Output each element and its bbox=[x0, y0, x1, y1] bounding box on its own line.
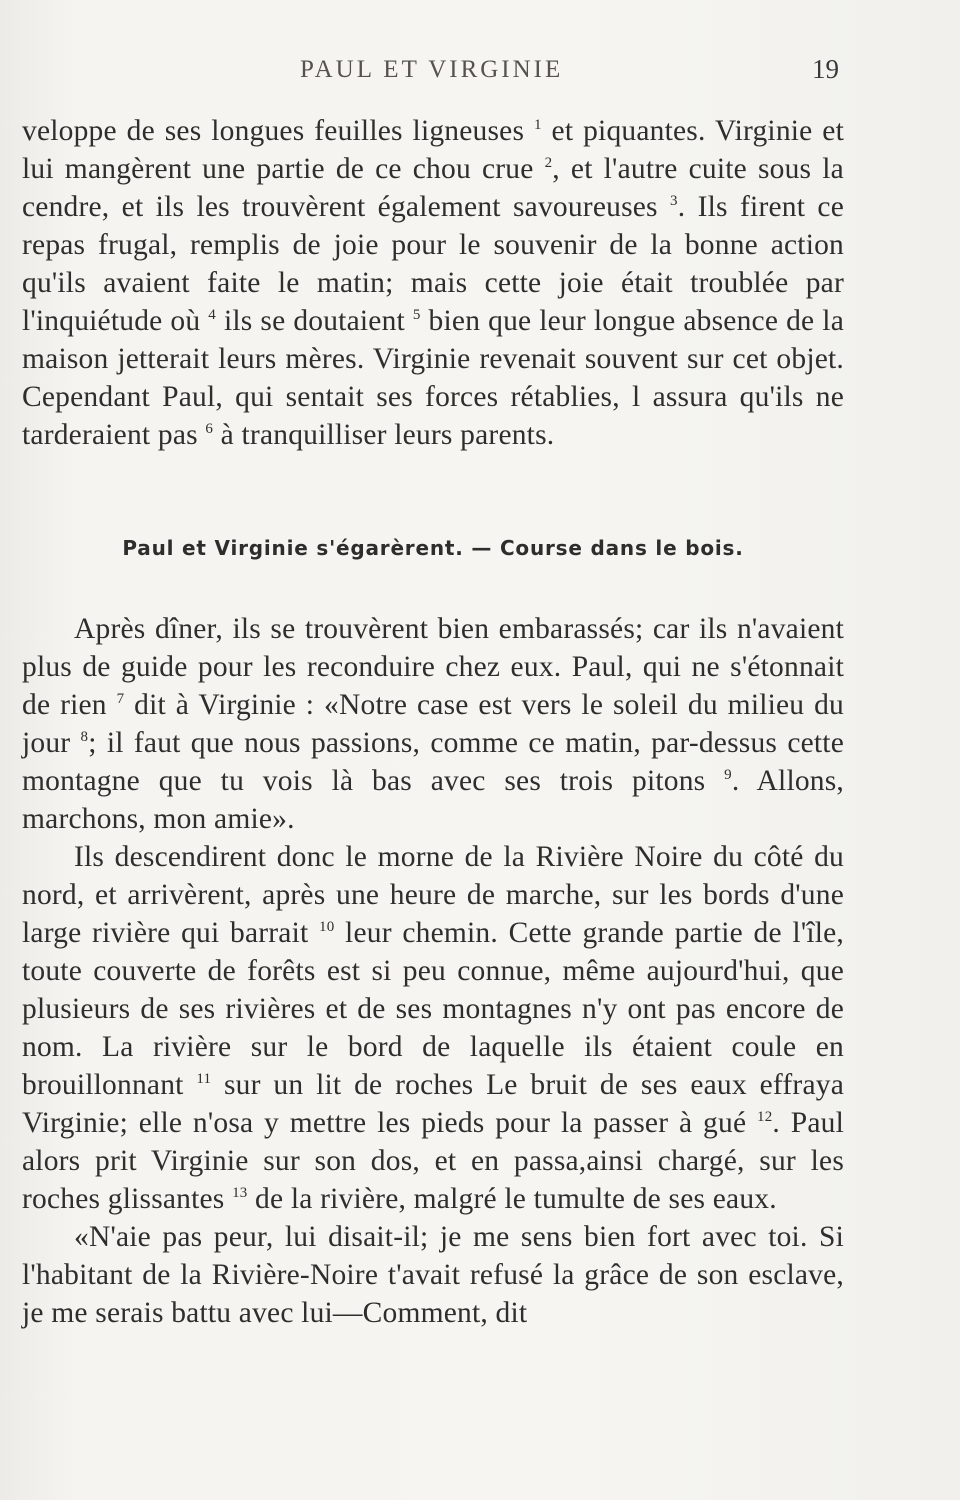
text-block-bottom bbox=[22, 610, 844, 1332]
text-run: veloppe de ses longues feuilles ligneuses bbox=[22, 115, 534, 147]
text-run: . Allons, marchons, mon amie». bbox=[22, 765, 844, 835]
text-run: . Ils firent ce repas frugal, remplis de joie pour le souvenir de la bonne action qu'ils avaient faite le matin; mais cette joie était troublée par l'inquiétude où bbox=[22, 191, 844, 337]
footnote-marker: 2 bbox=[544, 155, 553, 172]
text-run: et piquantes. Virginie et lui mangèrent une partie de ce chou crue bbox=[22, 115, 845, 185]
paragraph bbox=[22, 112, 844, 454]
running-title: PAUL ET VIRGINIE bbox=[300, 56, 564, 83]
text-run: . Paul alors prit Virginie sur son dos, et en passa,ainsi chargé, sur les roches glissantes bbox=[22, 1107, 844, 1215]
page-number: 19 bbox=[812, 54, 839, 84]
text-run: sur un lit de roches Le bruit de ses eaux effraya Virginie; elle n'osa y mettre les pieds pour la passer à gué bbox=[22, 1069, 844, 1139]
paragraph bbox=[22, 838, 844, 1218]
text-run: de la rivière, malgré le tumulte de ses eaux. bbox=[247, 1183, 777, 1215]
footnote-marker: 6 bbox=[205, 421, 214, 438]
text-run: bien que leur longue absence de la maison jetterait leurs mères. Virginie revenait souvent sur cet objet. Cependant Paul, qui sentait ses forces rétablies, l assura qu'ils ne tarderaient pas bbox=[22, 305, 844, 451]
footnote-marker: 7 bbox=[116, 691, 125, 708]
paragraph bbox=[22, 1218, 844, 1332]
footnote-marker: 4 bbox=[208, 307, 216, 324]
text-run: «N'aie pas peur, lui disait-il; je me sens bien fort avec toi. Si l'habitant de la Rivière-Noire t'avait refusé la grâce de son esclave, je me serais battu avec lui—Comment, dit bbox=[22, 1221, 844, 1329]
paragraph bbox=[22, 610, 844, 838]
text-run: Ils descendirent donc le morne de la Rivière Noire du côté du nord, et arrivèrent, après une heure de marche, sur les bords d'une large rivière qui barrait bbox=[22, 841, 844, 949]
footnote-marker: 9 bbox=[724, 767, 732, 784]
text-run: à tranquilliser leurs parents. bbox=[213, 419, 555, 451]
text-run: Après dîner, ils se trouvèrent bien embarassés; car ils n'avaient plus de guide pour les reconduire chez eux. Paul, qui ne s'étonnait de rien bbox=[22, 613, 844, 721]
section-heading: Paul et Virginie s'égarèrent. — Course dans le bois. bbox=[122, 536, 744, 560]
text-run: ils se doutaient bbox=[215, 305, 413, 337]
footnote-marker: 13 bbox=[232, 1185, 248, 1202]
footnote-marker: 3 bbox=[670, 193, 678, 210]
text-block-top bbox=[22, 112, 844, 454]
text-run: ; il faut que nous passions, comme ce matin, par-dessus cette montagne que tu vois là bas avec ses trois pitons bbox=[22, 727, 844, 797]
text-run: dit à Virginie : «Notre case est vers le soleil du milieu du jour bbox=[22, 689, 844, 759]
footnote-marker: 8 bbox=[80, 729, 89, 746]
text-run: , et l'autre cuite sous la cendre, et ils les trouvèrent également savoureuses bbox=[22, 153, 844, 223]
footnote-marker: 12 bbox=[757, 1109, 773, 1126]
footnote-marker: 1 bbox=[534, 117, 542, 134]
text-run: leur chemin. Cette grande partie de l'île, toute couverte de forêts est si peu connue, même aujourd'hui, que plusieurs de ses rivières et de ses montagnes n'y ont pas encore de nom. La rivière sur le bord de laquelle ils étaient coule en brouillonnant bbox=[22, 917, 844, 1101]
footnote-marker: 5 bbox=[412, 307, 421, 324]
footnote-marker: 11 bbox=[196, 1071, 212, 1088]
footnote-marker: 10 bbox=[319, 919, 335, 936]
